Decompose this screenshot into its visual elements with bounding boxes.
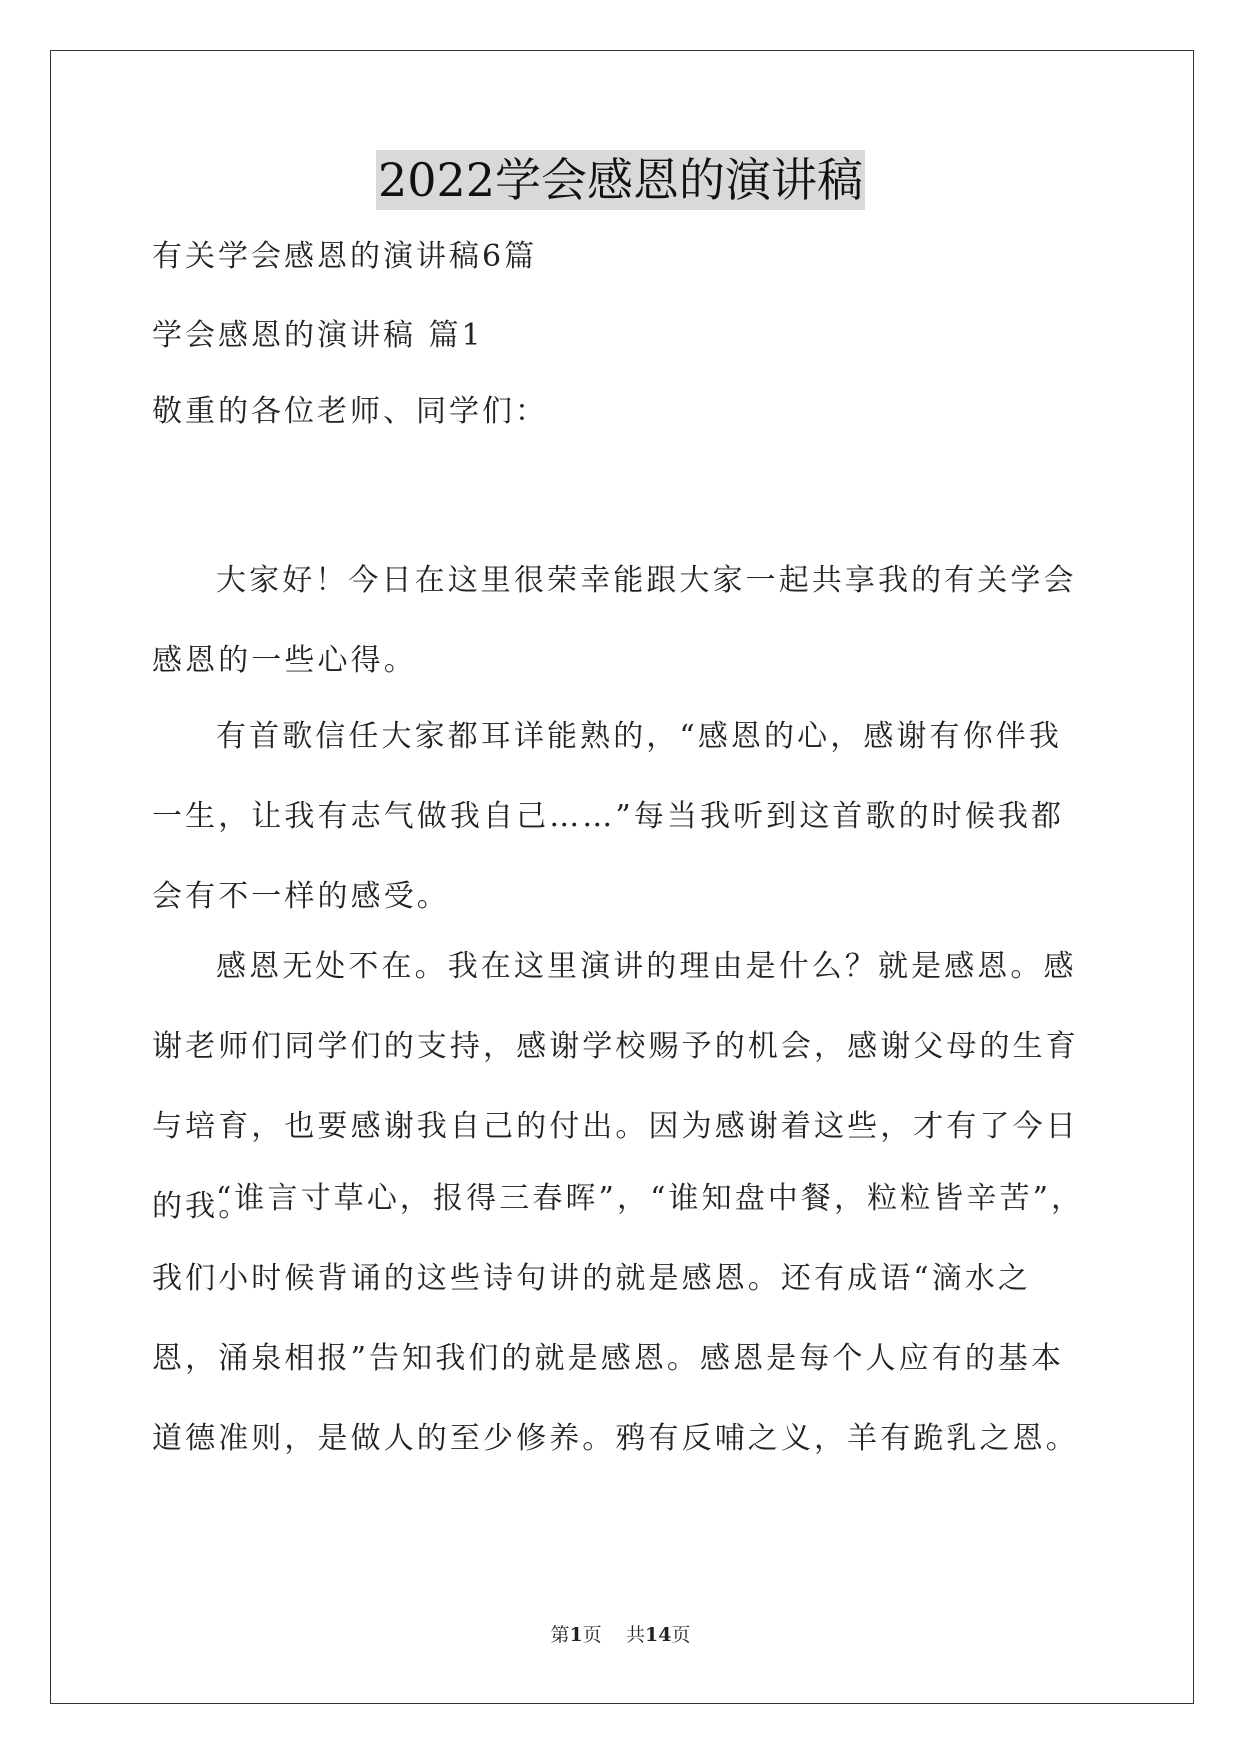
- paragraph-2: 有首歌信任大家都耳详能熟的，“感恩的心，感谢有你伴我一生，让我有志气做我自己……”每当我听到这首歌的时候我都会有不一样的感受。: [152, 719, 1065, 914]
- paragraph-1: 大家好！今日在这里很荣幸能跟大家一起共享我的有关学会感恩的一些心得。: [152, 563, 1077, 678]
- total-suffix: 页: [671, 1624, 691, 1646]
- document-title: 2022学会感恩的演讲稿: [376, 150, 865, 210]
- page-suffix: 页: [582, 1624, 602, 1646]
- page-number: 1: [569, 1624, 583, 1646]
- salutation: 敬重的各位老师、同学们：: [152, 394, 548, 429]
- page-prefix: 第: [550, 1624, 570, 1646]
- total-prefix: 共: [625, 1624, 645, 1646]
- total-pages: 14: [644, 1624, 672, 1646]
- document-subtitle: 有关学会感恩的演讲稿6篇: [152, 239, 538, 274]
- paragraph-3: 感恩无处不在。我在这里演讲的理由是什么？就是感恩。感谢老师们同学们的支持，感谢学校赐予的机会，感谢父母的生育与培育，也要感谢我自己的付出。因为感谢着这些，才有了今日的我。: [152, 949, 1079, 1224]
- title-container: [0, 150, 1241, 210]
- section-heading: 学会感恩的演讲稿 篇1: [152, 318, 484, 353]
- page-footer: [0, 1623, 1241, 1647]
- paragraph-4: “谁言寸草心，报得三春晖”，“谁知盘中餐，粒粒皆辛苦”，我们小时候背诵的这些诗句讲的就是感恩。还有成语“滴水之恩，涌泉相报”告知我们的就是感恩。感恩是每个人应有的基本道德准则，是做人的至少修养。鸦有反哺之义，羊有跪乳之恩。: [152, 1181, 1085, 1456]
